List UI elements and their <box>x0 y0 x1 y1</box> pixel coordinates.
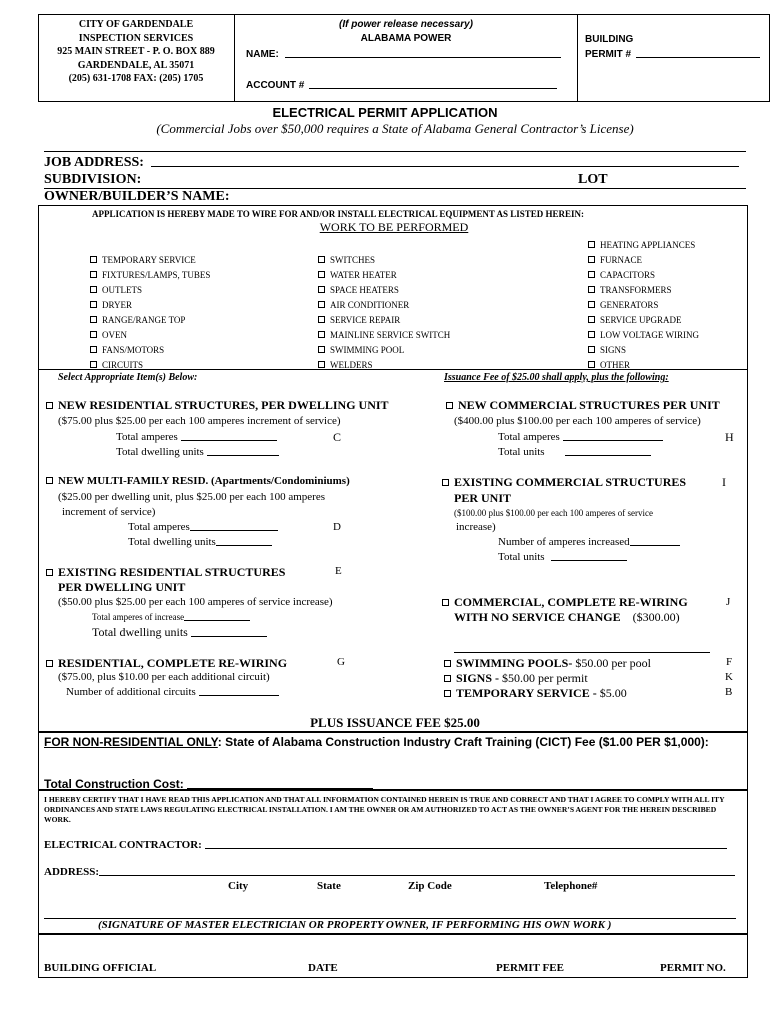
account-label: ACCOUNT # <box>246 80 305 91</box>
fee-e-units-label: Total dwelling units <box>92 625 188 639</box>
work-item-service-repair[interactable] <box>318 313 450 328</box>
work-list-rule <box>38 369 748 370</box>
zip-code-label: Zip Code <box>408 880 452 892</box>
fee-g-circuits-label: Number of additional circuits <box>66 686 196 698</box>
checkbox-icon[interactable] <box>588 301 595 308</box>
fee-i-amperes-label: Number of amperes increased <box>498 536 630 548</box>
fee-e-amperes-line <box>184 620 250 621</box>
work-item-swimming-pool[interactable] <box>318 343 450 358</box>
fee-d-rate-1: ($25.00 per dwelling unit, plus $25.00 per each 100 amperes <box>58 491 325 503</box>
checkbox-icon[interactable] <box>444 675 451 682</box>
application-statement: APPLICATION IS HEREBY MADE TO WIRE FOR AND/OR INSTALL ELECTRICAL EQUIPMENT AS LISTED HEREIN: <box>92 209 585 219</box>
cict-label: FOR NON-RESIDENTIAL ONLY <box>44 735 218 749</box>
job-address-line <box>151 166 739 167</box>
checkbox-icon[interactable] <box>318 316 325 323</box>
checkbox-icon[interactable] <box>318 256 325 263</box>
construction-cost-label: Total Construction Cost: <box>44 777 184 791</box>
fee-e-rate: ($50.00 plus $25.00 per each 100 amperes of service increase) <box>58 596 333 608</box>
fee-j-title-2: WITH NO SERVICE CHANGE <box>454 610 621 624</box>
checkbox-icon[interactable] <box>588 241 595 248</box>
fee-d-title: NEW MULTI-FAMILY RESID. (Apartments/Condominiums) <box>58 475 350 487</box>
work-col-1 <box>90 253 210 373</box>
work-item-other[interactable] <box>588 358 699 373</box>
work-item-label: FIXTURES/LAMPS, TUBES <box>102 270 211 280</box>
fee-d-units-label: Total dwelling units <box>128 536 216 548</box>
checkbox-icon[interactable] <box>46 402 53 409</box>
fee-g-circuits-field[interactable] <box>66 686 279 698</box>
certification-statement: I HEREBY CERTIFY THAT I HAVE READ THIS APPLICATION AND THAT ALL INFORMATION CONTAINED HEREIN IS TRUE AND CORRECT AND THAT I AGREE TO COMPLY WITH ALL ITY ORDINANCES AND STATE LAWS REGULATING ELECTRICAL INSTALLATION. I AM THE OWNER OR AM AUTHORIZED TO ACT AS THE OWNER’S AGENT FOR THE HEREIN DESCRIBED WORK. <box>44 795 725 824</box>
fee-i-rate-2: increase) <box>456 521 496 533</box>
power-company: ALABAMA POWER <box>360 33 452 44</box>
fee-d-units-field[interactable] <box>128 536 272 548</box>
checkbox-icon[interactable] <box>90 346 97 353</box>
city-state-zip: GARDENDALE, AL 35071 <box>77 59 195 71</box>
work-heading: WORK TO BE PERFORMED <box>319 220 469 234</box>
fee-temp-title: TEMPORARY SERVICE - <box>456 686 597 700</box>
work-item-label: SWITCHES <box>330 255 375 265</box>
work-item-label: HEATING APPLIANCES <box>600 240 696 250</box>
checkbox-icon[interactable] <box>90 361 97 368</box>
fee-e-title-2: PER DWELLING UNIT <box>58 580 186 594</box>
fee-i-amperes-line <box>630 545 680 546</box>
contractor-address-line <box>99 875 735 876</box>
state-label: State <box>317 880 341 892</box>
work-item-fans-motors[interactable] <box>90 343 210 358</box>
fee-h-title: NEW COMMERCIAL STRUCTURES PER UNIT <box>458 398 720 412</box>
checkbox-icon[interactable] <box>588 286 595 293</box>
building-official-label: BUILDING OFFICIAL <box>44 962 157 974</box>
job-address-field[interactable] <box>44 155 739 171</box>
fee-h-amperes-field[interactable] <box>498 431 663 443</box>
fee-d-rate-2: increment of service) <box>62 506 156 518</box>
checkbox-icon[interactable] <box>46 569 53 576</box>
power-name-line <box>285 57 561 58</box>
fee-i-rate-1: ($100.00 plus $100.00 per each 100 amperes of service <box>454 508 653 518</box>
work-item-range[interactable] <box>90 313 210 328</box>
work-item-air-conditioner[interactable] <box>318 298 450 313</box>
checkbox-icon[interactable] <box>444 690 451 697</box>
select-items-label: Select Appropriate Item(s) Below: <box>58 372 198 383</box>
checkbox-icon[interactable] <box>90 286 97 293</box>
checkbox-icon[interactable] <box>588 361 595 368</box>
work-item-label: AIR CONDITIONER <box>330 300 410 310</box>
fee-c-title: NEW RESIDENTIAL STRUCTURES, PER DWELLING UNIT <box>58 398 389 412</box>
fee-signs-code: K <box>725 671 733 683</box>
checkbox-icon[interactable] <box>588 331 595 338</box>
fee-c-amperes-field[interactable] <box>116 431 277 443</box>
fee-g-circuits-line <box>199 695 279 696</box>
checkbox-icon[interactable] <box>318 361 325 368</box>
checkbox-icon[interactable] <box>442 599 449 606</box>
work-item-welders[interactable] <box>318 358 450 373</box>
fee-e-option[interactable] <box>46 565 285 580</box>
street-address: 925 MAIN STREET - P. O. BOX 889 <box>57 46 215 57</box>
work-item-dryer[interactable] <box>90 298 210 313</box>
fee-e-amperes-label: Total amperes of increase <box>92 612 185 622</box>
work-item-label: SWIMMING POOL <box>330 345 405 355</box>
header-divider-1 <box>234 14 235 102</box>
checkbox-icon[interactable] <box>90 271 97 278</box>
work-col-3 <box>588 238 699 373</box>
power-name-field[interactable] <box>246 49 561 60</box>
fee-i-option[interactable] <box>442 475 686 490</box>
fee-h-amperes-label: Total amperes <box>498 431 560 443</box>
permit-line <box>636 57 760 58</box>
account-line <box>309 88 557 89</box>
fee-g-code: G <box>337 656 345 668</box>
work-item-label: WELDERS <box>330 360 373 370</box>
work-item-label: LOW VOLTAGE WIRING <box>600 330 699 340</box>
work-col-2 <box>318 253 450 373</box>
fee-i-units-line <box>551 560 627 561</box>
fee-g-title: RESIDENTIAL, COMPLETE RE-WIRING <box>58 656 288 670</box>
work-item-fixtures[interactable] <box>90 268 210 283</box>
fee-temp-option[interactable] <box>444 686 627 701</box>
work-item-label: TRANSFORMERS <box>600 285 672 295</box>
work-item-low-voltage[interactable] <box>588 328 699 343</box>
work-item-space-heaters[interactable] <box>318 283 450 298</box>
city-label: City <box>228 880 249 892</box>
checkbox-icon[interactable] <box>318 346 325 353</box>
fee-j-title: COMMERCIAL, COMPLETE RE-WIRING <box>454 595 688 609</box>
job-address-label: JOB ADDRESS: <box>44 155 144 170</box>
permit-label: PERMIT # <box>585 49 632 60</box>
fee-e-title: EXISTING RESIDENTIAL STRUCTURES <box>58 565 286 579</box>
fee-h-units-line <box>565 455 651 456</box>
work-item-label: SERVICE UPGRADE <box>600 315 682 325</box>
cict-text: : State of Alabama Construction Industry Craft Training (CICT) Fee ($1.00 PER $1,000): <box>217 735 709 749</box>
checkbox-icon[interactable] <box>588 346 595 353</box>
fee-c-amperes-label: Total amperes <box>116 431 178 443</box>
fee-i-amperes-field[interactable] <box>498 536 680 548</box>
fee-d-amperes-line <box>190 530 278 531</box>
fee-c-units-label: Total dwelling units <box>116 446 204 458</box>
fee-h-amperes-line <box>563 440 663 441</box>
fee-d-amperes-label: Total amperes <box>128 521 190 533</box>
contractor-address-field[interactable] <box>44 866 735 878</box>
work-item-mainline-switch[interactable] <box>318 328 450 343</box>
work-item-label: DRYER <box>102 300 133 310</box>
work-item-switches[interactable] <box>318 253 450 268</box>
title-rule <box>44 151 746 152</box>
fee-j-code: J <box>726 596 731 608</box>
construction-cost-field[interactable] <box>44 777 373 791</box>
checkbox-icon[interactable] <box>46 477 53 484</box>
city-name: CITY OF GARDENDALE <box>78 19 194 30</box>
checkbox-icon[interactable] <box>318 271 325 278</box>
work-item-furnace[interactable] <box>588 253 699 268</box>
owner-builder-label: OWNER/BUILDER’S NAME: <box>44 189 230 204</box>
checkbox-icon[interactable] <box>446 402 453 409</box>
checkbox-icon[interactable] <box>588 271 595 278</box>
fee-j-option[interactable] <box>442 595 688 610</box>
header-divider-2 <box>577 14 578 102</box>
work-item-heating-appliances[interactable] <box>588 238 699 253</box>
work-item-label: FANS/MOTORS <box>102 345 165 355</box>
work-item-label: FURNACE <box>600 255 643 265</box>
fee-pool-amount: $50.00 per pool <box>575 656 651 670</box>
fee-h-option[interactable] <box>446 398 720 413</box>
checkbox-icon[interactable] <box>46 660 53 667</box>
work-item-label: TEMPORARY SERVICE <box>102 255 196 265</box>
building-permit-field[interactable] <box>585 49 760 60</box>
contractor-address-label: ADDRESS: <box>44 866 100 878</box>
page-subtitle: (Commercial Jobs over $50,000 requires a State of Alabama General Contractor’s License) <box>156 121 634 136</box>
issuance-fee-note: Issuance Fee of $25.00 shall apply, plus the following: <box>444 372 669 383</box>
fee-pool-code: F <box>726 656 733 668</box>
work-item-label: CAPACITORS <box>600 270 656 280</box>
fee-c-units-field[interactable] <box>116 446 279 458</box>
checkbox-icon[interactable] <box>588 316 595 323</box>
fee-c-option[interactable] <box>46 398 389 413</box>
checkbox-icon[interactable] <box>588 256 595 263</box>
checkbox-icon[interactable] <box>90 301 97 308</box>
permit-fee-label: PERMIT FEE <box>496 962 564 974</box>
work-item-label: RANGE/RANGE TOP <box>102 315 186 325</box>
lot-label: LOT <box>578 172 608 187</box>
fee-e-code: E <box>335 565 342 577</box>
work-item-label: SERVICE REPAIR <box>330 315 401 325</box>
fee-pool-option[interactable] <box>444 656 651 671</box>
fee-g-option[interactable] <box>46 656 287 671</box>
page-title: ELECTRICAL PERMIT APPLICATION <box>272 105 498 120</box>
work-item-transformers[interactable] <box>588 283 699 298</box>
cict-statement <box>44 735 734 749</box>
work-item-label: OUTLETS <box>102 285 142 295</box>
electrical-contractor-field[interactable] <box>44 839 727 851</box>
fee-e-units-line <box>191 636 267 637</box>
fee-g-rate: ($75.00, plus $10.00 per each additional circuit) <box>58 671 270 683</box>
fee-e-amperes-field[interactable] <box>92 612 250 622</box>
checkbox-icon[interactable] <box>90 256 97 263</box>
work-item-generators[interactable] <box>588 298 699 313</box>
fee-i-units-label: Total units <box>498 551 545 563</box>
work-item-water-heater[interactable] <box>318 268 450 283</box>
work-item-label: WATER HEATER <box>330 270 397 280</box>
work-item-temporary-service[interactable] <box>90 253 210 268</box>
fee-h-rate: ($400.00 plus $100.00 per each 100 amperes of service) <box>454 415 701 427</box>
work-item-label: MAINLINE SERVICE SWITCH <box>330 330 451 340</box>
work-item-signs[interactable] <box>588 343 699 358</box>
fee-h-code: H <box>725 430 734 444</box>
date-label: DATE <box>308 962 338 974</box>
fee-i-title: EXISTING COMMERCIAL STRUCTURES <box>454 475 687 489</box>
checkbox-icon[interactable] <box>442 479 449 486</box>
plus-issuance-fee: PLUS ISSUANCE FEE $25.00 <box>310 715 480 730</box>
fee-j-title-line <box>454 610 680 625</box>
work-item-label: SPACE HEATERS <box>330 285 399 295</box>
fee-c-rate: ($75.00 plus $25.00 per each 100 amperes increment of service) <box>58 415 341 427</box>
power-note: (If power release necessary) <box>339 19 473 30</box>
fee-c-amperes-line <box>181 440 277 441</box>
fee-d-units-line <box>216 545 272 546</box>
subdivision-label: SUBDIVISION: <box>44 172 142 187</box>
fee-j-blank-line <box>454 652 710 653</box>
fee-i-units-field[interactable] <box>498 551 627 563</box>
checkbox-icon[interactable] <box>90 331 97 338</box>
checkbox-icon[interactable] <box>318 301 325 308</box>
fee-i-title-2: PER UNIT <box>454 491 512 505</box>
signature-caption: (SIGNATURE OF MASTER ELECTRICIAN OR PROPERTY OWNER, IF PERFORMING HIS OWN WORK ) <box>98 919 612 931</box>
fee-d-amperes-field[interactable] <box>128 521 278 533</box>
checkbox-icon[interactable] <box>318 286 325 293</box>
phone-fax: (205) 631-1708 FAX: (205) 1705 <box>68 73 204 84</box>
work-item-service-upgrade[interactable] <box>588 313 699 328</box>
work-item-capacitors[interactable] <box>588 268 699 283</box>
work-item-outlets[interactable] <box>90 283 210 298</box>
fee-e-units-field[interactable] <box>92 625 267 640</box>
fee-h-units-field[interactable] <box>498 446 651 458</box>
building-label: BUILDING <box>585 34 634 45</box>
account-field[interactable] <box>246 80 557 91</box>
work-item-circuits[interactable] <box>90 358 210 373</box>
fee-j-amount: ($300.00) <box>632 610 680 624</box>
fee-temp-code: B <box>725 686 733 698</box>
fee-d-option[interactable] <box>46 475 350 487</box>
fee-pool-title: SWIMMING POOLS- <box>456 656 573 670</box>
fee-temp-amount: $5.00 <box>599 686 627 700</box>
electrical-contractor-label: ELECTRICAL CONTRACTOR: <box>44 839 202 851</box>
fee-signs-title: SIGNS - <box>456 671 500 685</box>
fee-signs-option[interactable] <box>444 671 588 686</box>
work-item-label: OTHER <box>600 360 630 370</box>
fee-d-code: D <box>333 521 341 533</box>
fee-c-units-line <box>207 455 279 456</box>
electrical-contractor-line <box>205 848 727 849</box>
city-address-block <box>40 18 232 86</box>
fee-i-code: I <box>722 475 726 489</box>
work-item-label: SIGNS <box>600 345 627 355</box>
permit-no-label: PERMIT NO. <box>660 962 726 974</box>
work-item-label: CIRCUITS <box>102 360 144 370</box>
checkbox-icon[interactable] <box>318 331 325 338</box>
work-item-label: OVEN <box>102 330 127 340</box>
fee-h-units-label: Total units <box>498 446 545 458</box>
fee-c-code: C <box>333 430 342 444</box>
telephone-label: Telephone# <box>544 880 598 892</box>
work-item-label: GENERATORS <box>600 300 659 310</box>
construction-cost-line <box>187 788 373 789</box>
checkbox-icon[interactable] <box>90 316 97 323</box>
power-name-label: NAME: <box>246 49 279 60</box>
fee-signs-amount: $50.00 per permit <box>502 671 588 685</box>
checkbox-icon[interactable] <box>444 660 451 667</box>
work-item-oven[interactable] <box>90 328 210 343</box>
department-name: INSPECTION SERVICES <box>78 32 194 44</box>
